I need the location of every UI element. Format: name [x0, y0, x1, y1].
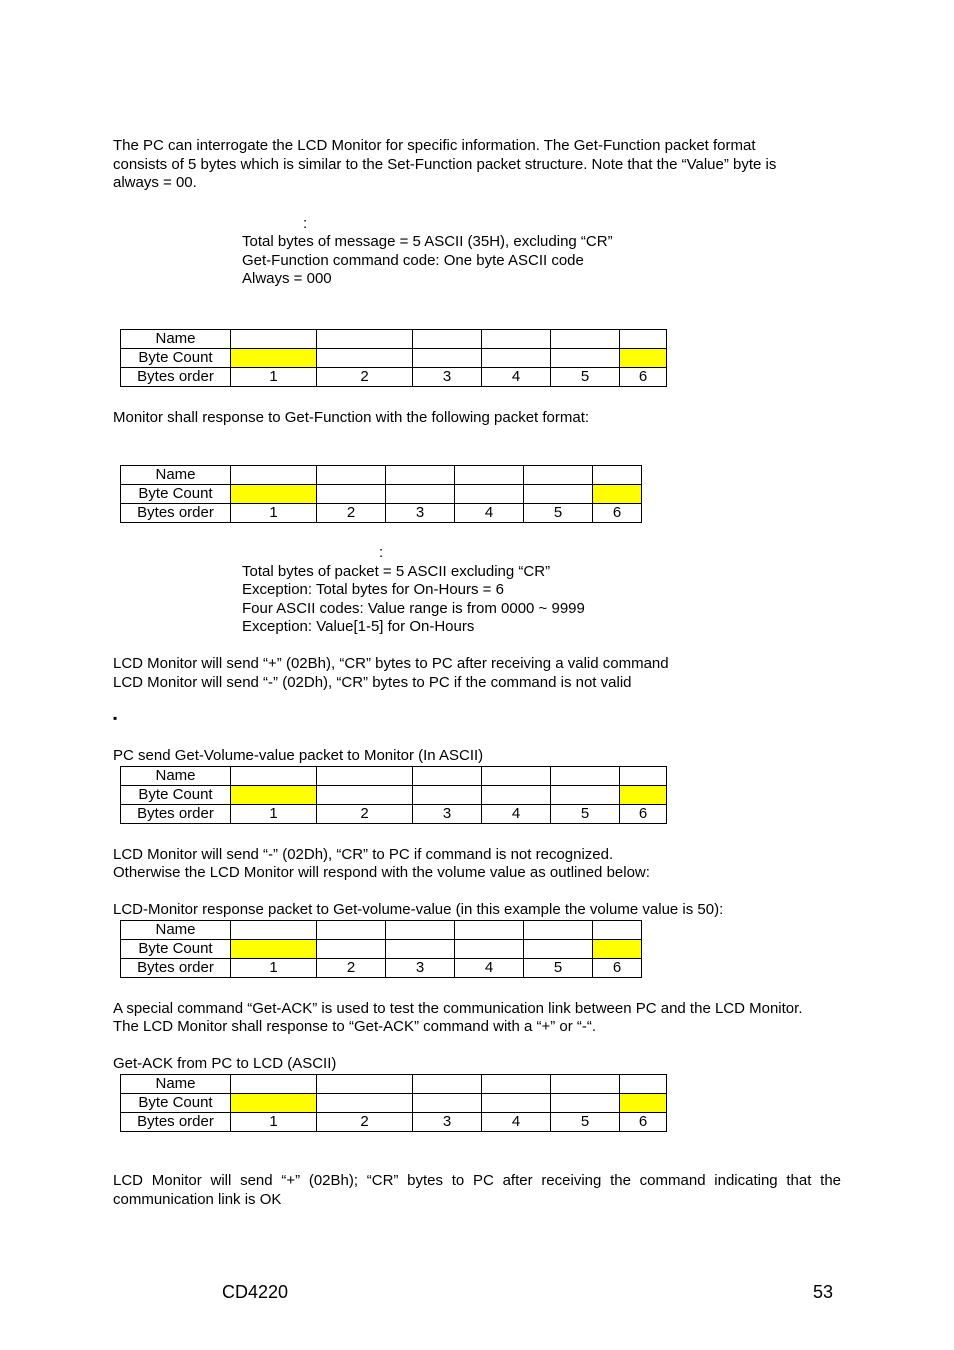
byte-order-cell: 2 — [317, 959, 386, 978]
row-label: Name — [121, 466, 231, 485]
table-row — [121, 921, 642, 940]
byte-order-cell: 6 — [620, 368, 667, 387]
row-label: Name — [121, 1075, 231, 1094]
byte-order-cell: 5 — [551, 805, 620, 824]
byte-order-cell: 2 — [317, 368, 413, 387]
vol-caption: PC send Get-Volume-value packet to Monitor (In ASCII) — [113, 747, 484, 764]
empty-cell — [620, 1075, 667, 1094]
highlight-cell — [231, 349, 317, 368]
empty-cell — [455, 485, 524, 504]
empty-cell — [620, 767, 667, 786]
bullet-icon: ▪ — [113, 711, 118, 725]
resp-def-line: Exception: Value[1-5] for On-Hours — [242, 618, 475, 635]
empty-cell — [620, 330, 667, 349]
empty-cell — [231, 466, 317, 485]
empty-cell — [413, 1075, 482, 1094]
table-row — [121, 504, 642, 523]
byte-order-cell: 1 — [231, 368, 317, 387]
get-def-colon: : — [303, 215, 308, 232]
resp-def-line: Total bytes of packet = 5 ASCII excluding “CR” — [242, 563, 551, 580]
table-row — [121, 1094, 667, 1113]
byte-order-cell: 1 — [231, 805, 317, 824]
resp-def-colon: : — [379, 544, 384, 561]
empty-cell — [455, 940, 524, 959]
empty-cell — [551, 767, 620, 786]
row-label: Name — [121, 921, 231, 940]
empty-cell — [551, 1075, 620, 1094]
get-def-line: Total bytes of message = 5 ASCII (35H), excluding “CR” — [242, 233, 613, 250]
row-label: Bytes order — [121, 1113, 231, 1132]
footer-model: CD4220 — [222, 1282, 289, 1302]
empty-cell — [482, 786, 551, 805]
empty-cell — [413, 1094, 482, 1113]
byte-order-cell: 6 — [620, 1113, 667, 1132]
ack-line: LCD Monitor will send “+” (02Bh), “CR” bytes to PC after receiving a valid command — [113, 655, 669, 672]
empty-cell — [413, 767, 482, 786]
empty-cell — [231, 767, 317, 786]
vol-note-line: LCD Monitor will send “-” (02Dh), “CR” to PC if command is not recognized. — [113, 846, 614, 863]
page-number: 53 — [813, 1282, 834, 1302]
final-paragraph: LCD Monitor will send “+” (02Bh); “CR” bytes to PC after receiving the command indicating that the communication link is OK — [113, 1172, 841, 1208]
get-volume-packet-table — [120, 766, 667, 824]
get-ack-packet-table — [120, 1074, 667, 1132]
empty-cell — [386, 466, 455, 485]
table-row — [121, 786, 667, 805]
empty-cell — [524, 940, 593, 959]
byte-order-cell: 5 — [524, 504, 593, 523]
row-label: Name — [121, 767, 231, 786]
resp-def-line: Exception: Total bytes for On-Hours = 6 — [242, 581, 504, 598]
byte-order-cell: 4 — [482, 1113, 551, 1132]
empty-cell — [551, 349, 620, 368]
byte-order-cell: 3 — [386, 959, 455, 978]
row-label: Byte Count — [121, 349, 231, 368]
empty-cell — [413, 330, 482, 349]
empty-cell — [231, 330, 317, 349]
empty-cell — [455, 466, 524, 485]
intro-line-1: The PC can interrogate the LCD Monitor for specific information. The Get-Function packet format — [113, 137, 756, 154]
byte-order-cell: 1 — [231, 504, 317, 523]
highlight-cell — [620, 1094, 667, 1113]
row-label: Bytes order — [121, 504, 231, 523]
empty-cell — [317, 1075, 413, 1094]
highlight-cell — [231, 485, 317, 504]
empty-cell — [317, 485, 386, 504]
empty-cell — [413, 786, 482, 805]
response-packet-table — [120, 465, 642, 523]
get-function-packet-table — [120, 329, 667, 387]
row-label: Byte Count — [121, 485, 231, 504]
row-label: Bytes order — [121, 959, 231, 978]
empty-cell — [386, 921, 455, 940]
empty-cell — [413, 349, 482, 368]
byte-order-cell: 6 — [620, 805, 667, 824]
highlight-cell — [231, 940, 317, 959]
empty-cell — [231, 1075, 317, 1094]
byte-order-cell: 5 — [551, 1113, 620, 1132]
table-row — [121, 466, 642, 485]
empty-cell — [317, 349, 413, 368]
byte-order-cell: 4 — [455, 504, 524, 523]
get-def-line: Always = 000 — [242, 270, 332, 287]
empty-cell — [455, 921, 524, 940]
byte-order-cell: 2 — [317, 805, 413, 824]
empty-cell — [551, 330, 620, 349]
table-row — [121, 349, 667, 368]
response-text: Monitor shall response to Get-Function with the following packet format: — [113, 409, 590, 426]
highlight-cell — [620, 786, 667, 805]
resp-def-line: Four ASCII codes: Value range is from 0000 ~ 9999 — [242, 600, 585, 617]
getack-line: A special command “Get-ACK” is used to test the communication link between PC and the LCD Monitor. — [113, 1000, 803, 1017]
empty-cell — [551, 1094, 620, 1113]
row-label: Byte Count — [121, 1094, 231, 1113]
volume-response-packet-table — [120, 920, 642, 978]
table-row — [121, 368, 667, 387]
byte-order-cell: 5 — [551, 368, 620, 387]
table-row — [121, 485, 642, 504]
byte-order-cell: 1 — [231, 1113, 317, 1132]
empty-cell — [317, 767, 413, 786]
empty-cell — [524, 466, 593, 485]
byte-order-cell: 4 — [455, 959, 524, 978]
empty-cell — [317, 940, 386, 959]
getack-line: The LCD Monitor shall response to “Get-ACK” command with a “+” or “-“. — [113, 1018, 597, 1035]
row-label: Name — [121, 330, 231, 349]
empty-cell — [482, 330, 551, 349]
byte-order-cell: 4 — [482, 368, 551, 387]
empty-cell — [593, 921, 642, 940]
byte-order-cell: 2 — [317, 504, 386, 523]
ack-line: LCD Monitor will send “-” (02Dh), “CR” bytes to PC if the command is not valid — [113, 674, 632, 691]
get-def-line: Get-Function command code: One byte ASCII code — [242, 252, 584, 269]
byte-order-cell: 3 — [413, 1113, 482, 1132]
empty-cell — [482, 1094, 551, 1113]
empty-cell — [593, 466, 642, 485]
empty-cell — [524, 921, 593, 940]
highlight-cell — [231, 786, 317, 805]
empty-cell — [482, 767, 551, 786]
empty-cell — [482, 349, 551, 368]
vol-resp-caption: LCD-Monitor response packet to Get-volume-value (in this example the volume value is 50): — [113, 901, 724, 918]
empty-cell — [386, 485, 455, 504]
byte-order-cell: 3 — [413, 805, 482, 824]
byte-order-cell: 2 — [317, 1113, 413, 1132]
byte-order-cell: 1 — [231, 959, 317, 978]
byte-order-cell: 5 — [524, 959, 593, 978]
table-row — [121, 1113, 667, 1132]
empty-cell — [317, 786, 413, 805]
table-row — [121, 767, 667, 786]
row-label: Byte Count — [121, 786, 231, 805]
byte-order-cell: 3 — [413, 368, 482, 387]
table-row — [121, 959, 642, 978]
getack-caption: Get-ACK from PC to LCD (ASCII) — [113, 1055, 337, 1072]
empty-cell — [317, 330, 413, 349]
byte-order-cell: 3 — [386, 504, 455, 523]
intro-line-3: always = 00. — [113, 174, 197, 191]
empty-cell — [386, 940, 455, 959]
row-label: Byte Count — [121, 940, 231, 959]
empty-cell — [317, 466, 386, 485]
empty-cell — [482, 1075, 551, 1094]
empty-cell — [231, 921, 317, 940]
vol-note-line: Otherwise the LCD Monitor will respond with the volume value as outlined below: — [113, 864, 650, 881]
highlight-cell — [620, 349, 667, 368]
empty-cell — [317, 921, 386, 940]
intro-line-2: consists of 5 bytes which is similar to the Set-Function packet structure. Note that the “Value” byte is — [113, 156, 777, 173]
empty-cell — [551, 786, 620, 805]
byte-order-cell: 6 — [593, 504, 642, 523]
table-row — [121, 805, 667, 824]
row-label: Bytes order — [121, 368, 231, 387]
table-row — [121, 940, 642, 959]
highlight-cell — [593, 940, 642, 959]
row-label: Bytes order — [121, 805, 231, 824]
byte-order-cell: 6 — [593, 959, 642, 978]
highlight-cell — [593, 485, 642, 504]
highlight-cell — [231, 1094, 317, 1113]
byte-order-cell: 4 — [482, 805, 551, 824]
empty-cell — [317, 1094, 413, 1113]
table-row — [121, 1075, 667, 1094]
empty-cell — [524, 485, 593, 504]
table-row — [121, 330, 667, 349]
